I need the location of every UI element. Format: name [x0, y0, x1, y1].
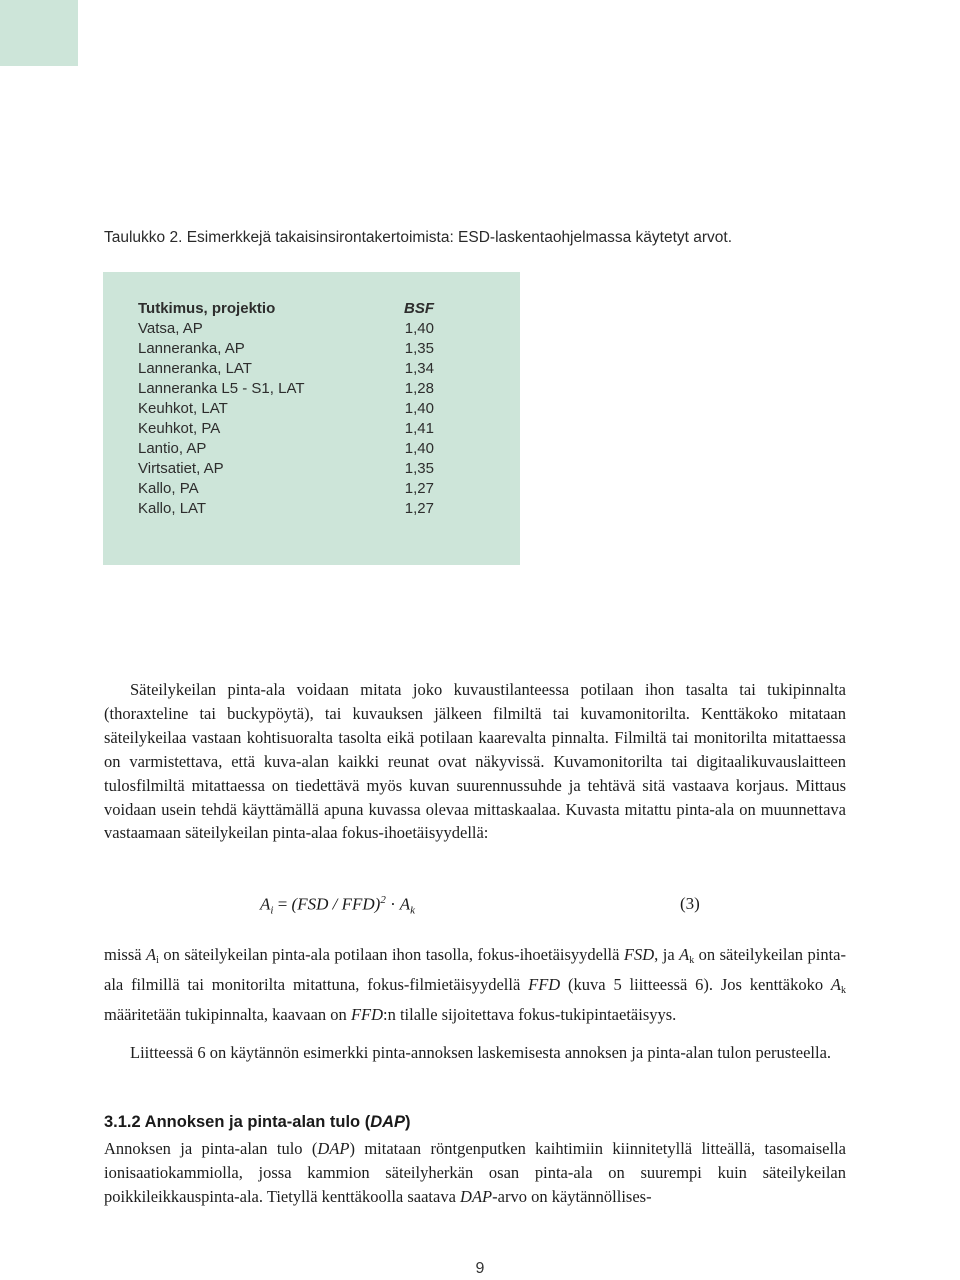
- paragraph-dap: [104, 1137, 846, 1209]
- row-label: Kallo, LAT: [138, 500, 207, 517]
- table-row: [138, 419, 434, 439]
- text-run: määritetään tukipinnalta, kaavaan on: [104, 1004, 351, 1024]
- paragraph-appendix-reference: Liitteessä 6 on käytännön esimerkki pinta-annoksen laskemisesta annoksen ja pinta-alan tulon perusteella.: [130, 1043, 832, 1062]
- row-label: Keuhkot, PA: [138, 420, 221, 437]
- row-label: Vatsa, AP: [138, 320, 203, 337]
- table-row: [138, 319, 434, 339]
- table-row: [138, 379, 434, 399]
- header-exam: Tutkimus, projektio: [138, 300, 276, 317]
- paragraph-formula-explanation: [104, 943, 846, 1027]
- page-number: 9: [475, 1260, 485, 1277]
- bsf-table: [138, 299, 434, 519]
- var-subscript: i: [156, 955, 159, 966]
- text-run: (kuva 5 liitteessä 6). Jos kenttäkoko: [560, 974, 831, 994]
- text-run: ) mitataan röntgenputken kaihtimiin kiinnitetyllä litteällä, tasomaisella ionisaatiokammiolla, jossa kammion säteilyherkän osan pinta-ala on suurempi kuin säteilykeilan poikkileikkauspinta-ala. Tietyllä kenttäkoolla saatava: [104, 1139, 846, 1206]
- table-box: [103, 272, 520, 565]
- formula-rhs: A: [399, 894, 411, 914]
- row-label: Lanneranka, AP: [138, 340, 245, 357]
- row-value: 1,34: [404, 360, 434, 377]
- section-heading: [104, 1113, 411, 1132]
- heading-text: 3.1.2 Annoksen ja pinta-alan tulo (: [104, 1113, 371, 1131]
- row-label: Keuhkot, LAT: [138, 400, 228, 417]
- row-label: Kallo, PA: [138, 480, 199, 497]
- paragraph-area-measurement: Säteilykeilan pinta-ala voidaan mitata joko kuvaustilanteessa potilaan ihon tasalta tai tukipinnalta (thoraxteline tai buckypöytä), tai kuvauksen jälkeen filmiltä tai kuvamonitorilta. Kenttäkoko mitataan säteilykeilaa vastaan kohtisuoralta tasolta eikä potilaan kaarevalta pinnalta. Filmiltä tai monitorilta mitattaessa on varmistettava, että kuva-alan kaikki reunat ovat näkyvissä. Kuvamonitorilta tai digitaalikuvauslaitteen tulosfilmiltä mitattaessa on tiedettävä myös kuvan suurennussuhde ja tehtävä sitä vastaava korjaus. Mittaus voidaan usein tehdä käyttämällä apuna kuvassa olevaa mittaskaalaa. Kuvasta mitattu pinta-ala on muunnettava vastaamaan säteilykeilan pinta-alaa fokus-ihoetäisyydellä:: [104, 680, 846, 843]
- table-row: [138, 399, 434, 419]
- row-label: Lantio, AP: [138, 440, 207, 457]
- row-label: Lanneranka L5 - S1, LAT: [138, 380, 305, 397]
- formula-lhs-sub: i: [270, 904, 274, 917]
- var-ffd-2: FFD: [350, 1004, 384, 1024]
- text-run: :n tilalle sijoitettava fokus-tukipintaetäisyys.: [383, 1004, 677, 1024]
- formula-equals: =: [277, 894, 288, 914]
- var-symbol: A: [830, 974, 841, 994]
- var-ffd: FFD: [528, 974, 561, 994]
- var-dap: DAP: [317, 1139, 350, 1158]
- var-symbol: A: [146, 945, 157, 964]
- var-symbol: A: [679, 945, 690, 964]
- table-row: [138, 359, 434, 379]
- formula-dot: ·: [390, 894, 396, 914]
- table-row: [138, 339, 434, 359]
- var-fsd: FSD: [623, 945, 655, 964]
- formula-area-correction: [260, 894, 415, 917]
- row-label: Lanneranka, LAT: [138, 360, 252, 377]
- var-subscript: k: [689, 955, 695, 966]
- row-value: 1,28: [404, 380, 434, 397]
- row-value: 1,27: [404, 480, 434, 497]
- equation-number: (3): [680, 894, 700, 913]
- row-value: 1,40: [404, 440, 434, 457]
- table-row: [138, 459, 434, 479]
- formula-rhs-sub: k: [410, 904, 415, 917]
- table-header-row: [138, 299, 434, 319]
- heading-term: DAP: [370, 1113, 406, 1131]
- formula-exponent: 2: [380, 894, 386, 906]
- table-row: [138, 479, 434, 499]
- text-run: Annoksen ja pinta-alan tulo (: [104, 1139, 318, 1158]
- text-run: missä: [104, 945, 147, 964]
- table-caption: Taulukko 2. Esimerkkejä takaisinsirontakertoimista: ESD-laskentaohjelmassa käytetyt arvot.: [104, 229, 733, 246]
- row-value: 1,27: [404, 500, 434, 517]
- var-subscript: k: [841, 984, 846, 996]
- row-value: 1,40: [404, 320, 434, 337]
- header-bsf: BSF: [404, 300, 434, 317]
- row-value: 1,35: [404, 340, 434, 357]
- var-ak-2: [831, 975, 846, 994]
- var-ai: [146, 945, 159, 964]
- var-dap-2: DAP: [460, 1186, 493, 1206]
- row-value: 1,40: [404, 400, 434, 417]
- text-run: on säteilykeilan pinta-ala potilaan ihon tasolla, fokus-ihoetäisyydellä: [158, 945, 624, 964]
- text-run: , ja: [654, 945, 680, 964]
- corner-color-tab: [0, 0, 78, 66]
- row-value: 1,41: [404, 420, 434, 437]
- table-row: [138, 499, 434, 519]
- formula-ratio: (FSD / FFD): [291, 894, 381, 914]
- table-row: [138, 439, 434, 459]
- formula-lhs: A: [260, 894, 271, 914]
- var-ak: [679, 945, 694, 964]
- text-run: -arvo on käytännöllises-: [492, 1186, 652, 1206]
- text-run: on säteilykeilan pinta-ala filmillä tai monitorilta mitattuna, fokus-filmietäisyydellä: [104, 945, 846, 994]
- row-value: 1,35: [404, 460, 434, 477]
- row-label: Virtsatiet, AP: [138, 460, 224, 477]
- heading-suffix: ): [405, 1113, 411, 1131]
